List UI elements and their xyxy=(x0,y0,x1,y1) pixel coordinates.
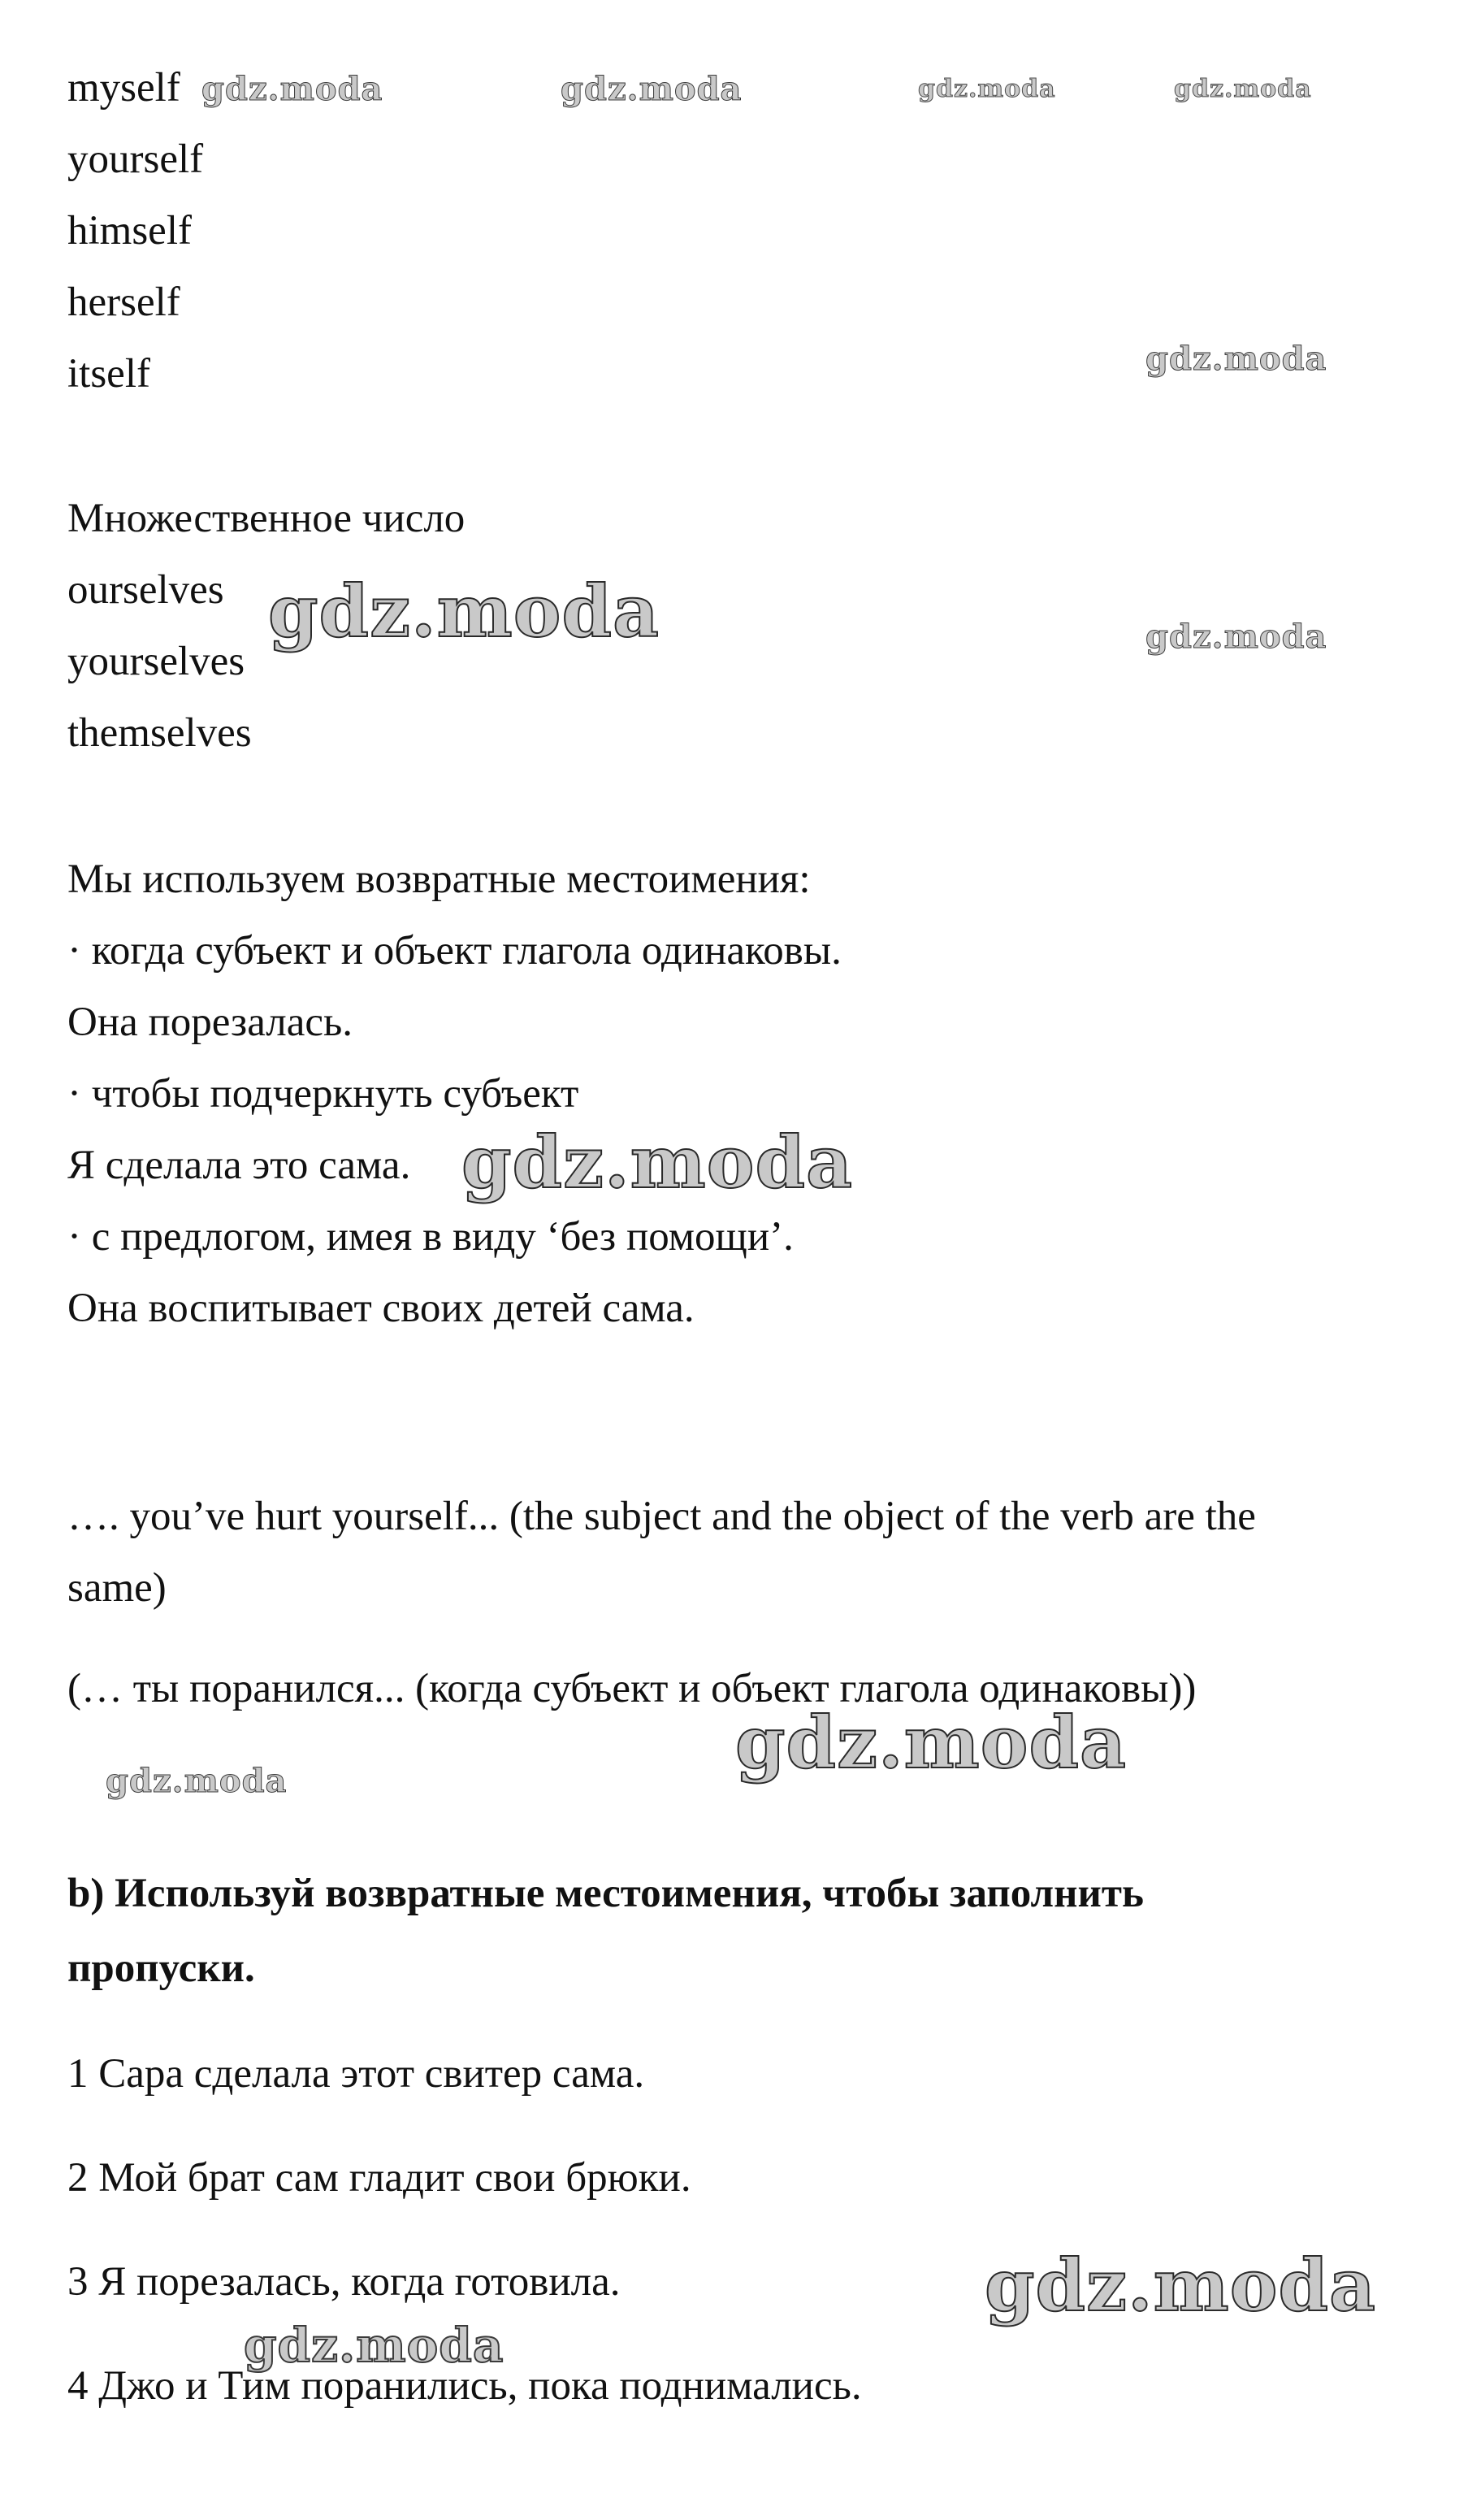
pronoun-himself: himself xyxy=(67,208,192,254)
task-b-item-1: 1 Сара сделала этот свитер сама. xyxy=(67,2051,645,2097)
usage-example-2: Я сделала это сама. xyxy=(67,1143,411,1188)
plural-heading: Множественное число xyxy=(67,496,466,541)
watermark: gdz.moda xyxy=(1145,618,1327,656)
task-b-item-4: 4 Джо и Тим поранились, пока поднимались. xyxy=(67,2363,862,2409)
watermark: gdz.moda xyxy=(1145,340,1327,378)
watermark: gdz.moda xyxy=(244,2318,504,2373)
task-b-item-3: 3 Я порезалась, когда готовила. xyxy=(67,2259,621,2305)
watermark: gdz.moda xyxy=(1174,75,1312,103)
watermark: gdz.moda xyxy=(461,1120,854,1204)
pronoun-myself: myself xyxy=(67,65,180,111)
usage-intro: Мы используем возвратные местоимения: xyxy=(67,857,811,902)
watermark: gdz.moda xyxy=(561,70,743,108)
pronoun-itself: itself xyxy=(67,351,150,397)
watermark: gdz.moda xyxy=(201,70,383,108)
usage-rule-3: · с предлогом, имея в виду ‘без помощи’. xyxy=(67,1214,794,1260)
usage-rule-1: · когда субъект и объект глагола одинаковы. xyxy=(67,928,842,974)
pronoun-themselves: themselves xyxy=(67,710,252,756)
watermark: gdz.moda xyxy=(106,1762,288,1800)
pronoun-ourselves: ourselves xyxy=(67,567,224,613)
usage-rule-2: · чтобы подчеркнуть субъект xyxy=(67,1071,579,1117)
usage-example-1: Она порезалась. xyxy=(67,1000,353,1045)
answer-line-2: same) xyxy=(67,1565,167,1611)
answer-translation: (… ты поранился... (когда субъект и объект глагола одинаковы)) xyxy=(67,1666,1197,1711)
usage-example-3: Она воспитывает своих детей сама. xyxy=(67,1286,695,1331)
answer-line-1: …. you’ve hurt yourself... (the subject and the object of the verb are the xyxy=(67,1494,1256,1539)
pronoun-yourself: yourself xyxy=(67,137,204,182)
watermark: gdz.moda xyxy=(918,75,1056,103)
watermark: gdz.moda xyxy=(985,2243,1377,2327)
pronoun-yourselves: yourselves xyxy=(67,639,245,684)
watermark: gdz.moda xyxy=(735,1700,1128,1785)
task-b-heading-line-2: пропуски. xyxy=(67,1945,255,1991)
task-b-heading-line-1: b) Используй возвратные местоимения, чтобы заполнить xyxy=(67,1871,1144,1916)
pronoun-herself: herself xyxy=(67,280,180,325)
task-b-item-2: 2 Мой брат сам гладит свои брюки. xyxy=(67,2155,691,2201)
watermark: gdz.moda xyxy=(268,569,660,653)
